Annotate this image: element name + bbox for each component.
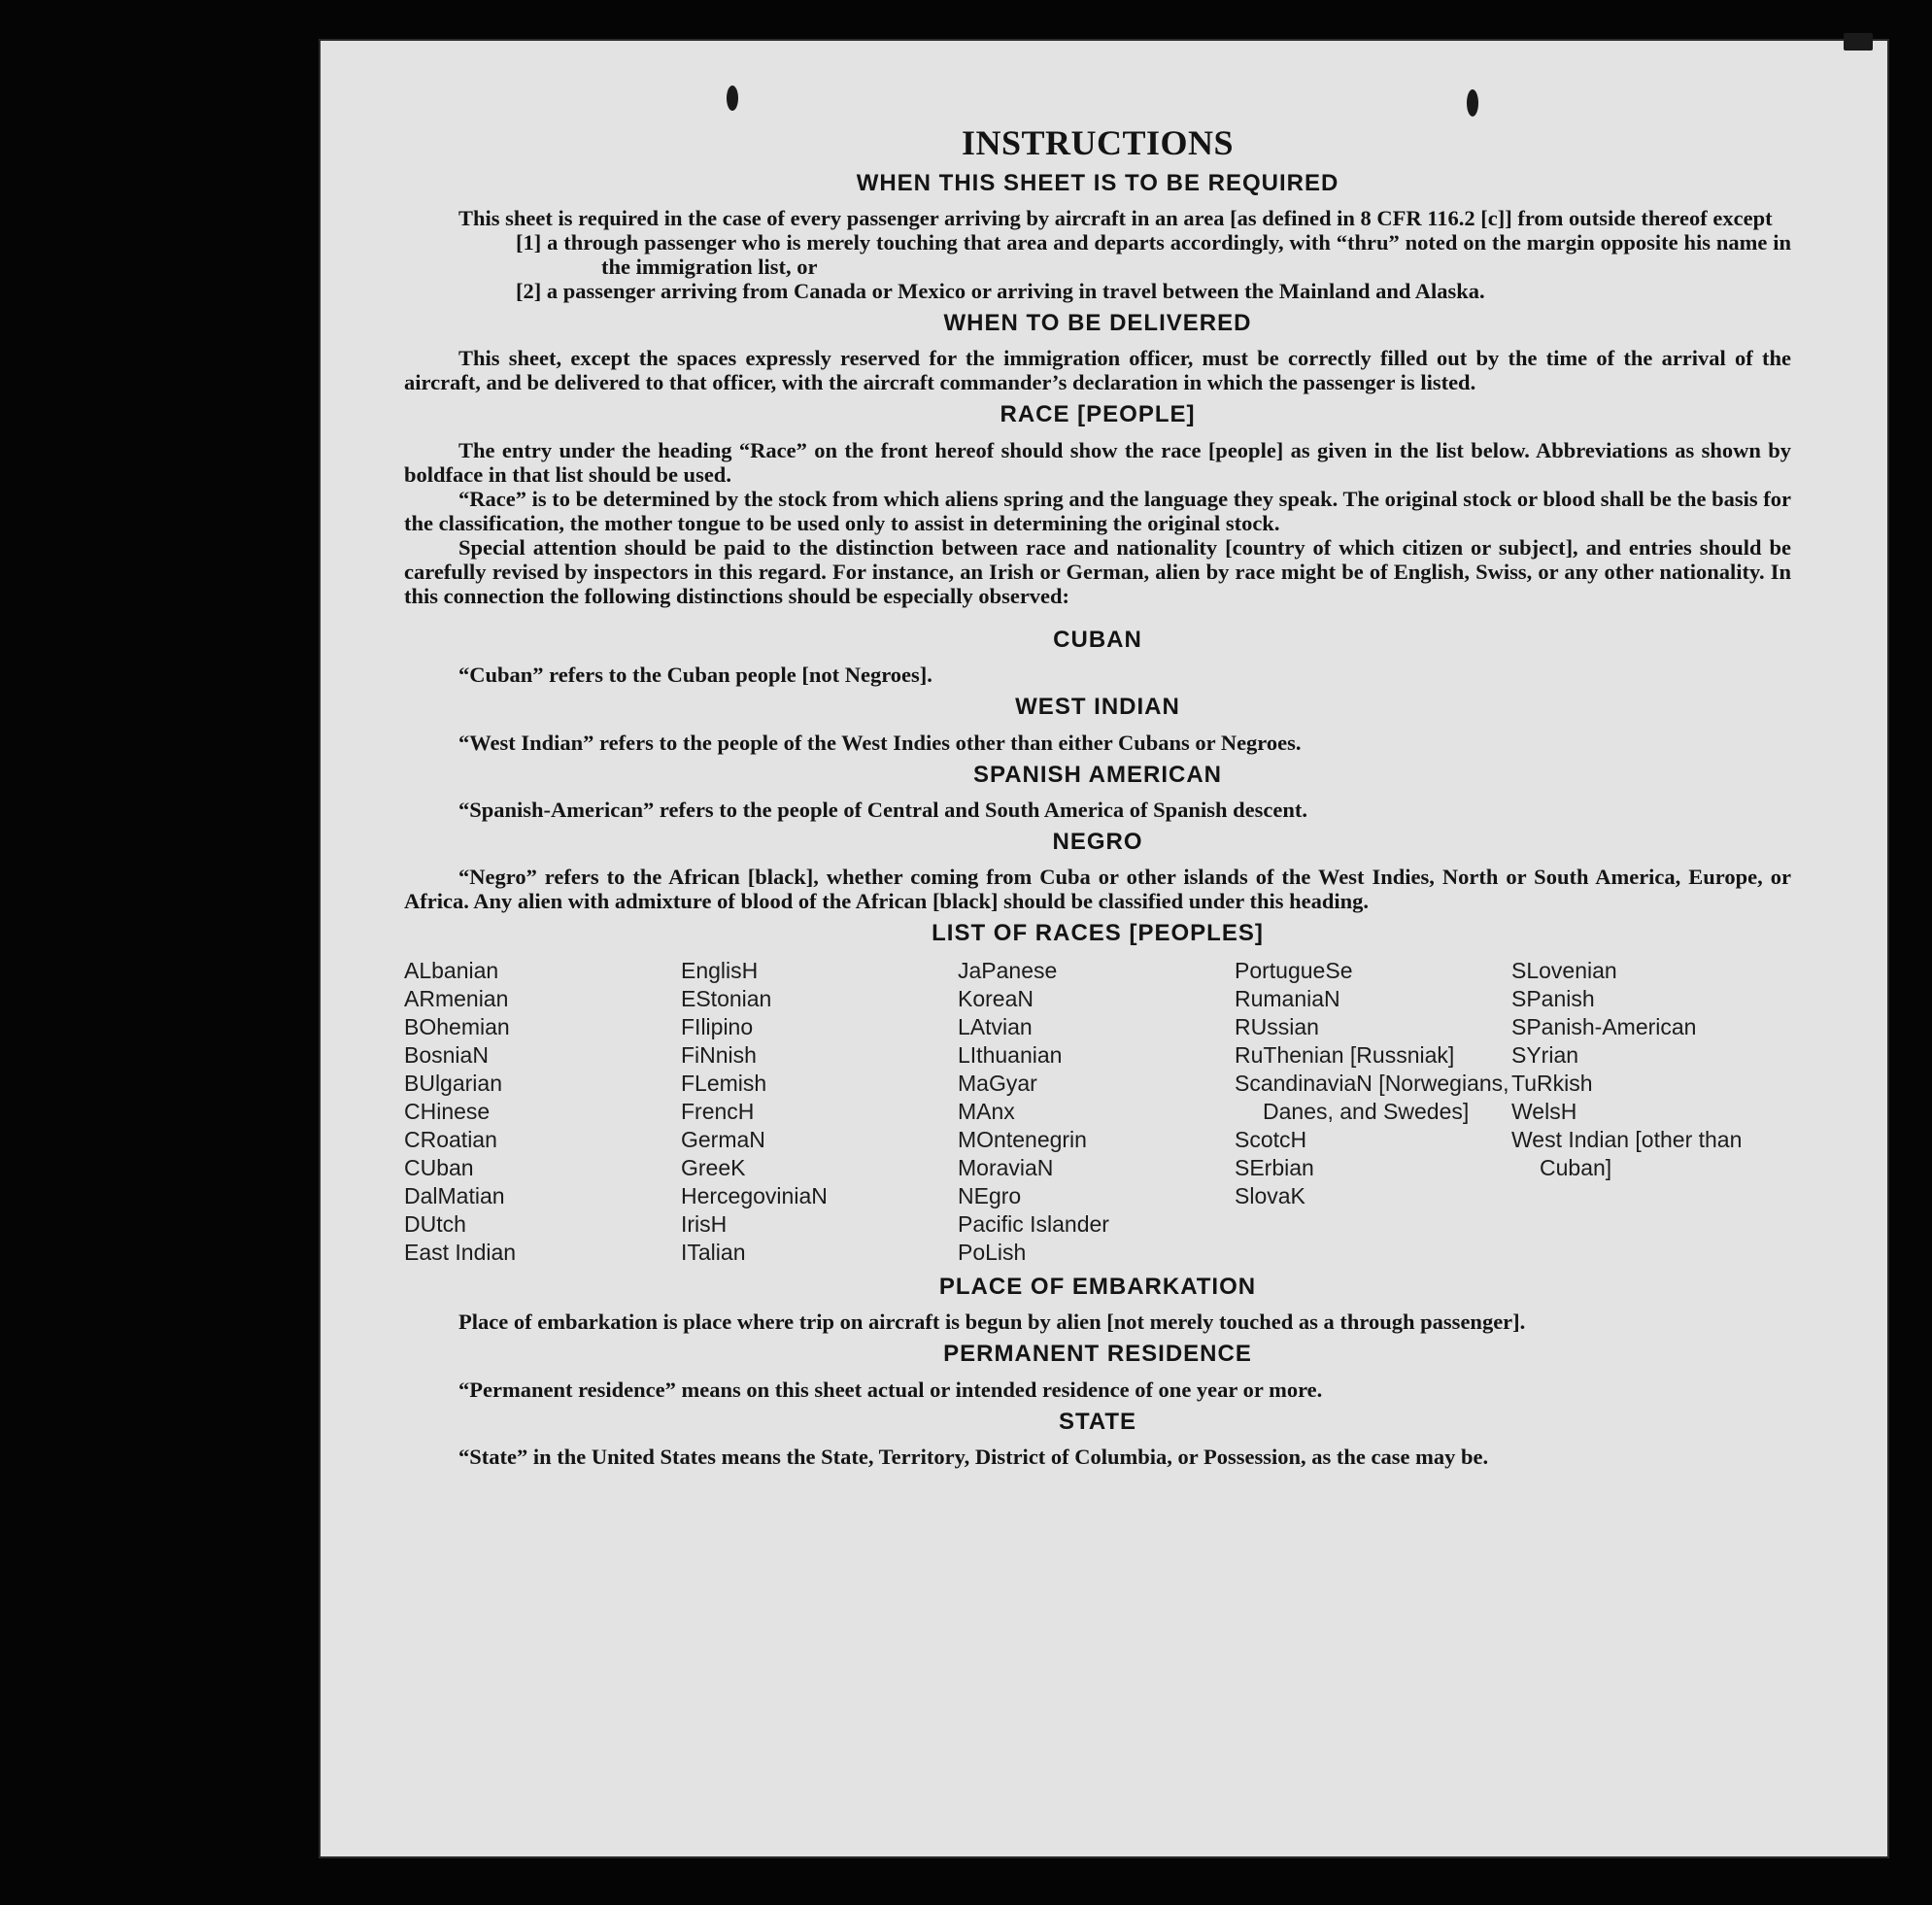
- heading-west-indian: WEST INDIAN: [1015, 694, 1180, 721]
- race-item: SYrian: [1511, 1041, 1579, 1068]
- race-column: [1511, 957, 1788, 1267]
- race-item: BosniaN: [404, 1041, 489, 1068]
- heading-race: RACE [PEOPLE]: [1000, 401, 1196, 428]
- heading-when-delivered: WHEN TO BE DELIVERED: [943, 309, 1252, 336]
- paragraph: “Negro” refers to the African [black], whether coming from Cuba or other islands of the West Indies, North or South America, Europe, or Africa. Any alien with admixture of blood of the African [black] should be classified under this heading.: [404, 865, 1791, 914]
- paragraph: “Cuban” refers to the Cuban people [not Negroes].: [458, 663, 932, 688]
- race-item: GermaN: [681, 1126, 765, 1152]
- race-item: MoraviaN: [958, 1154, 1054, 1180]
- race-item: LIthuanian: [958, 1041, 1063, 1068]
- instructions-body: [404, 124, 1791, 1469]
- race-list: [404, 957, 1791, 1267]
- race-item: ScandinaviaN [Norwegians, Danes, and Swedes]: [1235, 1070, 1509, 1124]
- heading-state: STATE: [1058, 1408, 1137, 1435]
- race-item: CHinese: [404, 1098, 491, 1124]
- race-item: RumaniaN: [1235, 985, 1340, 1011]
- race-item: TuRkish: [1511, 1070, 1593, 1096]
- punch-hole-right: [1467, 89, 1478, 117]
- paragraph: “Race” is to be determined by the stock from which aliens spring and the language they speak. The original stock or blood shall be the basis for the classification, the mother tongue to be used only to assist in determining the original stock.: [404, 486, 1791, 535]
- race-item: FLemish: [681, 1070, 767, 1096]
- race-item: SPanish: [1511, 985, 1595, 1011]
- race-item: MaGyar: [958, 1070, 1037, 1096]
- race-item: BUlgarian: [404, 1070, 502, 1096]
- race-item: GreeK: [681, 1154, 746, 1180]
- race-item: SlovaK: [1235, 1182, 1305, 1208]
- exception-item: [1] a through passenger who is merely touching that area and departs accordingly, with “thru” noted on the margin opposite his name in the immigration list, or: [516, 229, 1791, 279]
- race-item: SErbian: [1235, 1154, 1314, 1180]
- race-item: LAtvian: [958, 1013, 1033, 1039]
- race-column: [404, 957, 681, 1267]
- paragraph: “West Indian” refers to the people of the West Indies other than either Cubans or Negroes.: [458, 730, 1302, 755]
- race-item: BOhemian: [404, 1013, 510, 1039]
- race-item: FIlipino: [681, 1013, 754, 1039]
- heading-when-required: WHEN THIS SHEET IS TO BE REQUIRED: [856, 169, 1339, 196]
- race-item: SLovenian: [1511, 957, 1617, 983]
- race-item: NEgro: [958, 1182, 1022, 1208]
- race-column: [1235, 957, 1511, 1267]
- heading-negro: NEGRO: [1052, 828, 1143, 855]
- race-item: HercegoviniaN: [681, 1182, 828, 1208]
- race-item: JaPanese: [958, 957, 1058, 983]
- race-item: Pacific Islander: [958, 1210, 1109, 1237]
- race-item: IrisH: [681, 1210, 728, 1237]
- paragraph: The entry under the heading “Race” on the front hereof should show the race [people] as given in the list below. Abbreviations as shown by boldface in that list should be used.: [404, 437, 1791, 487]
- punch-hole-left: [727, 85, 738, 111]
- race-item: CUban: [404, 1154, 474, 1180]
- race-item: ARmenian: [404, 985, 509, 1011]
- paragraph: This sheet is required in the case of every passenger arriving by aircraft in an area [as defined in 8 CFR 116.2 [c]] from outside thereof except: [458, 205, 1773, 230]
- paragraph: “Permanent residence” means on this sheet actual or intended residence of one year or more.: [458, 1377, 1323, 1402]
- race-item: PoLish: [958, 1239, 1027, 1265]
- heading-place-of-embarkation: PLACE OF EMBARKATION: [938, 1273, 1257, 1300]
- race-item: MOntenegrin: [958, 1126, 1087, 1152]
- race-item: West Indian [other than Cuban]: [1511, 1126, 1743, 1180]
- race-column: [958, 957, 1235, 1267]
- race-item: East Indian: [404, 1239, 517, 1265]
- race-item: ITalian: [681, 1239, 746, 1265]
- race-item: EStonian: [681, 985, 772, 1011]
- race-item: RUssian: [1235, 1013, 1319, 1039]
- exception-item: [2] a passenger arriving from Canada or Mexico or arriving in travel between the Mainland and Alaska.: [516, 278, 1485, 303]
- heading-list-of-races: LIST OF RACES [PEOPLES]: [932, 920, 1264, 947]
- page-title: INSTRUCTIONS: [961, 123, 1235, 162]
- race-item: ScotcH: [1235, 1126, 1307, 1152]
- race-column: [681, 957, 958, 1267]
- race-item: MAnx: [958, 1098, 1015, 1124]
- race-item: KoreaN: [958, 985, 1034, 1011]
- race-item: CRoatian: [404, 1126, 497, 1152]
- heading-permanent-residence: PERMANENT RESIDENCE: [943, 1341, 1252, 1368]
- race-item: WelsH: [1511, 1098, 1577, 1124]
- race-item: FrencH: [681, 1098, 755, 1124]
- corner-mark: [1844, 33, 1873, 51]
- heading-spanish-american: SPANISH AMERICAN: [972, 761, 1222, 788]
- paragraph: “Spanish-American” refers to the people of Central and South America of Spanish descent.: [458, 797, 1307, 822]
- race-item: DUtch: [404, 1210, 466, 1237]
- race-item: PortugueSe: [1235, 957, 1353, 983]
- paragraph: Place of embarkation is place where trip on aircraft is begun by alien [not merely touched as a through passenger].: [458, 1310, 1526, 1335]
- race-item: SPanish-American: [1511, 1013, 1697, 1039]
- heading-cuban: CUBAN: [1053, 626, 1142, 653]
- race-item: EnglisH: [681, 957, 759, 983]
- race-item: DalMatian: [404, 1182, 505, 1208]
- race-item: RuThenian [Russniak]: [1235, 1041, 1455, 1068]
- paragraph: Special attention should be paid to the distinction between race and nationality [country of which citizen or subject], and entries should be carefully revised by inspectors in this regard. For instance, an Irish or German, alien by race might be of English, Swiss, or any other nationality. In this connection the following distinctions should be especially observed:: [404, 534, 1791, 608]
- race-item: FiNnish: [681, 1041, 757, 1068]
- paragraph: This sheet, except the spaces expressly reserved for the immigration officer, must be correctly filled out by the time of the arrival of the aircraft, and be delivered to that officer, with the aircraft commander’s declaration in which the passenger is listed.: [404, 346, 1791, 395]
- race-item: ALbanian: [404, 957, 499, 983]
- paragraph: “State” in the United States means the State, Territory, District of Columbia, or Possession, as the case may be.: [458, 1444, 1489, 1469]
